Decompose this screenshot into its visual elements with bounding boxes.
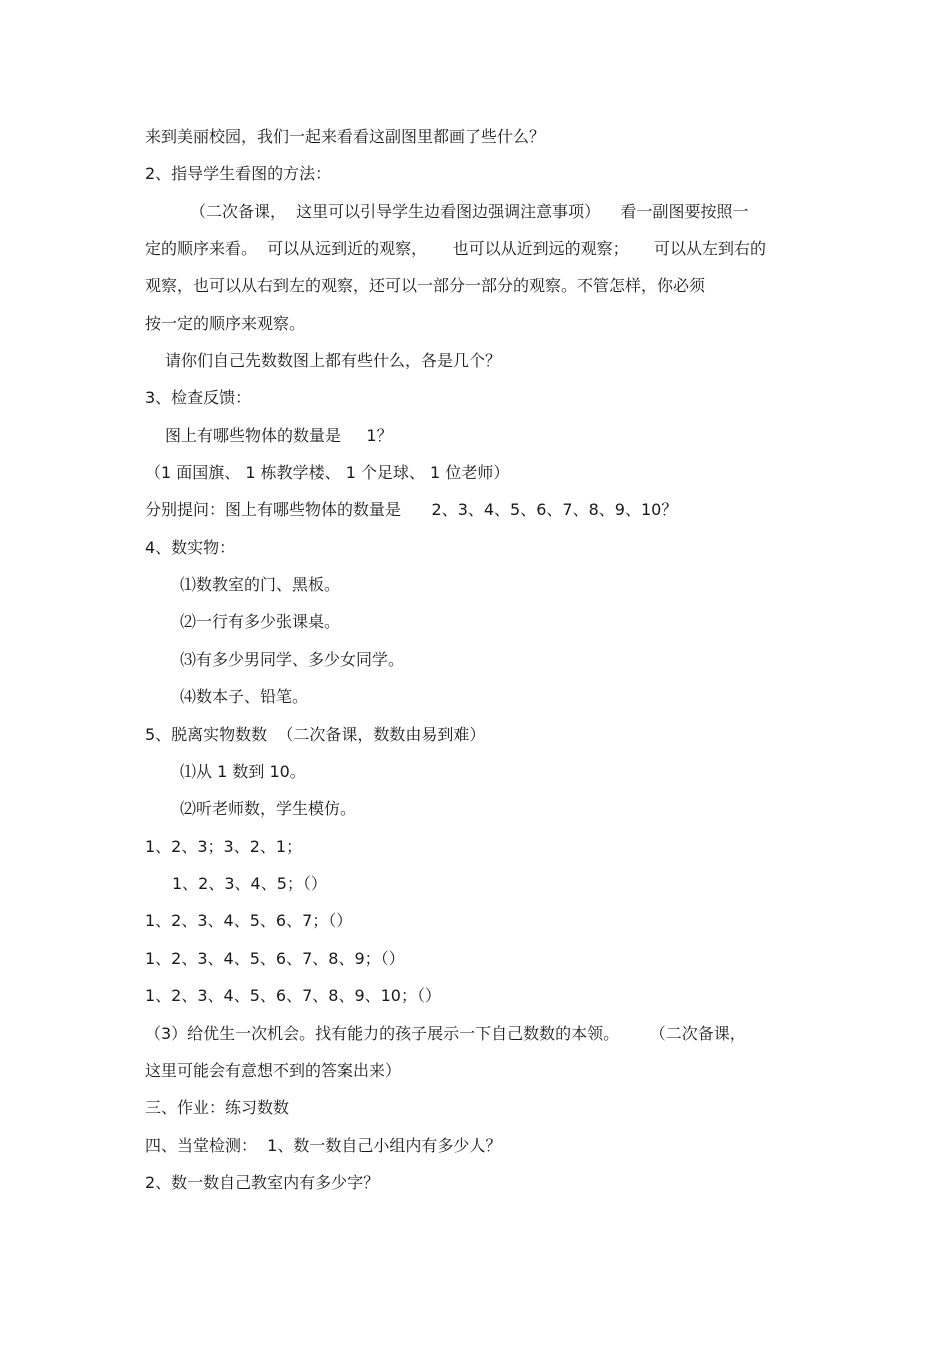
text-line-21: 1、2、3、4、5；（） bbox=[172, 874, 327, 893]
text-line-7: 请你们自己先数数图上都有些什么，各是几个？ bbox=[165, 351, 502, 370]
text-line-5: 观察，也可以从右到左的观察，还可以一部分一部分的观察。不管怎样，你必须 bbox=[145, 276, 706, 295]
text-line-29: 2、数一数自己教室内有多少字？ bbox=[145, 1173, 380, 1192]
text-line-27: 三、作业：练习数数 bbox=[145, 1098, 290, 1117]
text-line-2: 2、指导学生看图的方法： bbox=[145, 164, 332, 183]
text-line-9: 图上有哪些物体的数量是 1？ bbox=[165, 426, 393, 445]
text-line-15: ⑶有多少男同学、多少女同学。 bbox=[180, 650, 405, 669]
text-line-4: 定的顺序来看。 可以从远到近的观察， 也可以从近到远的观察； 可以从左到右的 bbox=[145, 239, 767, 258]
text-line-14: ⑵一行有多少张课桌。 bbox=[180, 612, 341, 631]
text-line-10: （1 面国旗、 1 栋教学楼、 1 个足球、 1 位老师） bbox=[145, 463, 510, 482]
text-line-26: 这里可能会有意想不到的答案出来） bbox=[145, 1061, 402, 1080]
text-line-12: 4、数实物： bbox=[145, 538, 236, 557]
text-line-17: 5、脱离实物数数 （二次备课，数数由易到难） bbox=[145, 725, 486, 744]
text-line-19: ⑵听老师数，学生模仿。 bbox=[180, 799, 357, 818]
text-line-20: 1、2、3；3、2、1； bbox=[145, 837, 303, 856]
text-line-28: 四、当堂检测： 1、数一数自己小组内有多少人？ bbox=[145, 1136, 502, 1155]
text-line-16: ⑷数本子、铅笔。 bbox=[180, 687, 309, 706]
text-line-23: 1、2、3、4、5、6、7、8、9；（） bbox=[145, 949, 405, 968]
text-line-22: 1、2、3、4、5、6、7；（） bbox=[145, 911, 353, 930]
text-line-24: 1、2、3、4、5、6、7、8、9、10；（） bbox=[145, 986, 441, 1005]
text-line-18: ⑴从 1 数到 10。 bbox=[180, 762, 306, 781]
text-line-25: （3）给优生一次机会。找有能力的孩子展示一下自己数数的本领。 （二次备课， bbox=[145, 1024, 746, 1043]
text-line-11: 分别提问：图上有哪些物体的数量是 2、3、4、5、6、7、8、9、10？ bbox=[145, 500, 678, 519]
text-line-8: 3、检查反馈： bbox=[145, 388, 252, 407]
text-line-6: 按一定的顺序来观察。 bbox=[145, 314, 306, 333]
text-line-1: 来到美丽校园，我们一起来看看这副图里都画了些什么？ bbox=[145, 127, 546, 146]
text-line-3: （二次备课， 这里可以引导学生边看图边强调注意事项） 看一副图要按照一 bbox=[190, 202, 749, 221]
text-line-13: ⑴数教室的门、黑板。 bbox=[180, 575, 341, 594]
